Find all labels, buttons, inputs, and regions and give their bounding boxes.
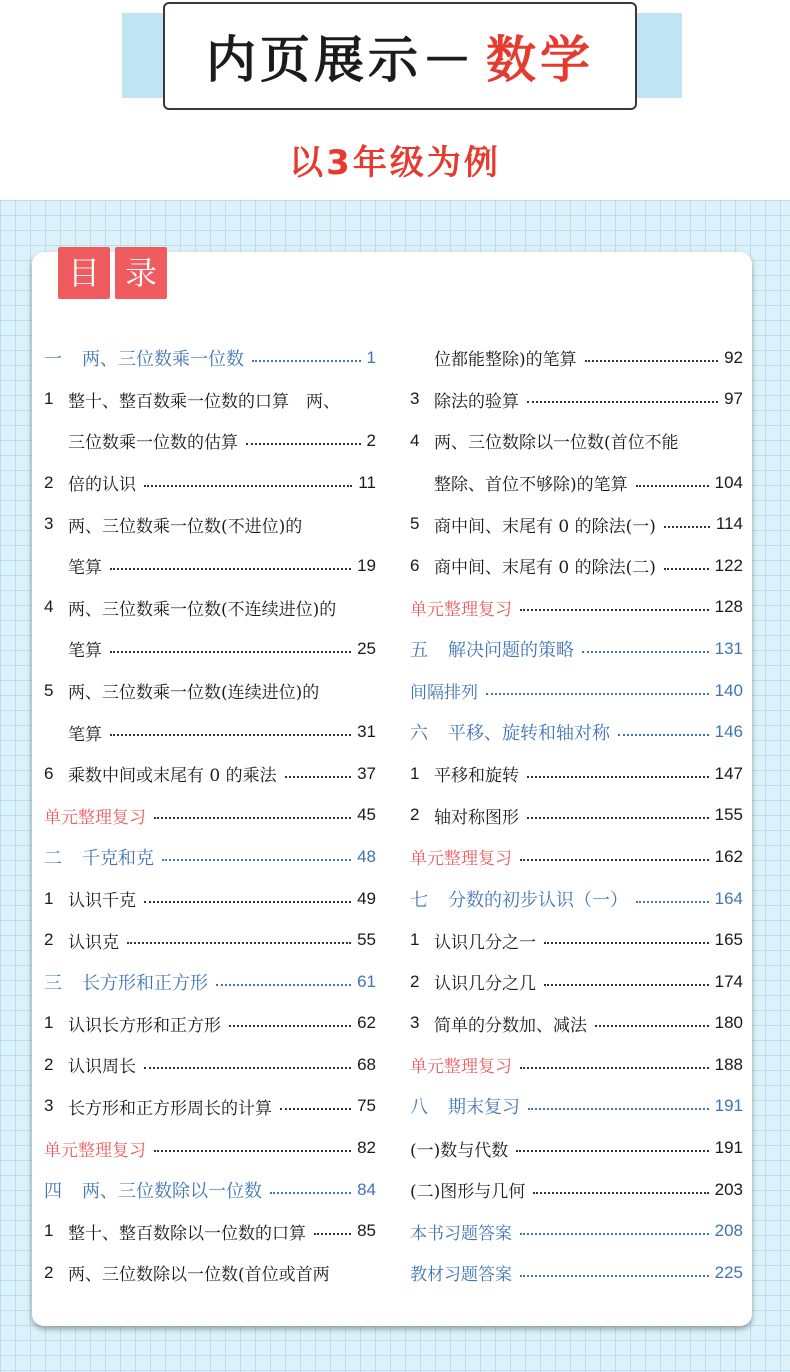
toc-entry-page: 49 — [357, 888, 376, 908]
toc-entry-title: 本书习题答案 — [410, 1223, 512, 1243]
toc-entry-title: 解决问题的策略 — [448, 639, 574, 660]
toc-entry — [44, 337, 376, 379]
toc-entry-leader — [520, 859, 709, 861]
banner-title-subject: 数学 — [486, 31, 594, 89]
toc-entry — [44, 420, 376, 462]
toc-entry-number: 2 — [410, 805, 420, 825]
toc-entry-title: 千克和克 — [82, 847, 154, 868]
toc-entry — [410, 670, 743, 712]
toc-right-column — [410, 337, 743, 1294]
toc-entry-number: 1 — [410, 763, 420, 783]
toc-entry-title: 认识克 — [68, 932, 119, 953]
toc-entry — [410, 545, 743, 587]
toc-entry-number: 4 — [44, 597, 54, 617]
toc-entry-leader — [582, 651, 709, 653]
toc-entry-page: 180 — [714, 1013, 743, 1033]
toc-entry-leader — [516, 1150, 708, 1152]
toc-entry-title: 除法的验算 — [434, 391, 519, 412]
toc-entry-page: 48 — [357, 846, 376, 866]
toc-entry-title: 长方形和正方形周长的计算 — [68, 1098, 272, 1119]
toc-entry-number: 3 — [410, 389, 420, 409]
toc-entry-title: 单元整理复习 — [410, 849, 512, 869]
toc-entry-number: 七 — [410, 889, 428, 910]
toc-entry-number: 4 — [410, 430, 420, 450]
toc-entry-title: 认识周长 — [68, 1057, 136, 1078]
toc-entry — [44, 919, 376, 961]
toc-entry-number: 2 — [44, 930, 54, 950]
toc-entry-page: 165 — [714, 930, 743, 950]
toc-entry-page: 131 — [714, 638, 743, 658]
toc-entry-page: 147 — [714, 763, 743, 783]
toc-entry-page: 146 — [714, 722, 743, 742]
toc-entry-leader — [280, 1108, 351, 1110]
toc-entry-leader — [528, 1108, 709, 1110]
toc-entry-title: 商中间、末尾有 0 的除法(二) — [434, 558, 656, 579]
toc-entry — [410, 1169, 743, 1211]
toc-entry-page: 128 — [714, 597, 743, 617]
toc-entry — [410, 711, 743, 753]
toc-entry-page: 11 — [358, 472, 376, 492]
toc-entry-leader — [144, 1067, 351, 1069]
toc-entry-leader — [636, 485, 709, 487]
toc-entry-leader — [520, 1067, 709, 1069]
toc-entry-page: 37 — [357, 763, 376, 783]
toc-entry — [44, 753, 376, 795]
toc-entry-page: 174 — [714, 971, 743, 991]
toc-entry — [410, 878, 743, 920]
toc-entry-title: 两、三位数除以一位数(首位不能 — [434, 433, 679, 454]
toc-entry-page: 140 — [714, 680, 743, 700]
toc-entry-title: 笔算 — [68, 558, 102, 579]
toc-entry — [44, 545, 376, 587]
toc-heading-char: 目 — [58, 247, 110, 299]
toc-entry-title: 整十、整百数乘一位数的口算 两、 — [68, 391, 340, 412]
toc-entry-title: 乘数中间或末尾有 0 的乘法 — [68, 766, 277, 787]
toc-entry-leader — [533, 1192, 708, 1194]
banner-title — [163, 2, 637, 110]
toc-entry-leader — [314, 1233, 351, 1235]
toc-entry-page: 84 — [357, 1179, 376, 1199]
toc-entry-title: (一)数与代数 — [410, 1140, 509, 1161]
toc-entry-leader — [270, 1192, 351, 1194]
toc-entry-page: 55 — [357, 930, 376, 950]
toc-entry-leader — [110, 651, 351, 653]
toc-entry-leader — [252, 360, 361, 362]
toc-entry-leader — [229, 1025, 351, 1027]
toc-entry-number: 八 — [410, 1097, 428, 1118]
toc-heading — [58, 247, 167, 299]
toc-entry-page: 114 — [715, 514, 743, 534]
toc-entry-leader — [486, 693, 709, 695]
toc-entry-title: 两、三位数乘一位数(连续进位)的 — [68, 683, 320, 704]
toc-entry-leader — [527, 817, 709, 819]
toc-entry-page: 25 — [357, 638, 376, 658]
toc-entry-title: 笔算 — [68, 641, 102, 662]
toc-entry-title: 间隔排列 — [410, 683, 478, 703]
toc-entry-page: 31 — [357, 722, 376, 742]
toc-entry-page: 61 — [357, 971, 376, 991]
toc-entry-page: 122 — [714, 555, 743, 575]
toc-entry — [44, 795, 376, 837]
toc-entry — [44, 1127, 376, 1169]
toc-entry — [44, 711, 376, 753]
toc-entry-leader — [585, 360, 718, 362]
toc-entry-title: 平移和旋转 — [434, 766, 519, 787]
toc-entry-title: 分数的初步认识（一） — [448, 889, 628, 910]
toc-entry — [44, 961, 376, 1003]
toc-entry-number: 5 — [44, 680, 54, 700]
toc-entry-number: 5 — [410, 514, 420, 534]
toc-entry-title: 三位数乘一位数的估算 — [68, 433, 238, 454]
toc-entry — [44, 1044, 376, 1086]
toc-entry-leader — [544, 984, 709, 986]
toc-entry-title: 教材习题答案 — [410, 1265, 512, 1285]
toc-entry-title: 整十、整百数除以一位数的口算 — [68, 1223, 306, 1244]
toc-entry — [410, 961, 743, 1003]
toc-entry-page: 104 — [714, 472, 743, 492]
toc-entry-title: 倍的认识 — [68, 475, 136, 496]
toc-entry-leader — [154, 817, 351, 819]
toc-entry-title: 两、三位数除以一位数(首位或首两 — [68, 1265, 330, 1286]
toc-entry-number: 3 — [44, 1096, 54, 1116]
toc-entry-page: 188 — [714, 1054, 743, 1074]
toc-entry-title: 笔算 — [68, 724, 102, 745]
toc-entry-page: 45 — [357, 805, 376, 825]
toc-entry-number: 1 — [410, 930, 420, 950]
toc-entry-leader — [618, 734, 709, 736]
toc-entry-leader — [154, 1150, 351, 1152]
toc-entry — [410, 462, 743, 504]
toc-entry-leader — [110, 734, 351, 736]
toc-entry-title: 单元整理复习 — [410, 1057, 512, 1077]
toc-entry-title: 平移、旋转和轴对称 — [448, 723, 610, 744]
toc-entry-page: 2 — [366, 430, 376, 450]
toc-left-column — [44, 337, 376, 1294]
toc-entry-number: 3 — [410, 1013, 420, 1033]
toc-entry — [410, 337, 743, 379]
toc-entry — [410, 1003, 743, 1045]
toc-entry — [44, 1252, 376, 1294]
toc-entry-leader — [144, 485, 352, 487]
toc-entry — [44, 379, 376, 421]
toc-entry — [44, 878, 376, 920]
toc-entry-title: 两、三位数乘一位数 — [82, 348, 244, 369]
toc-entry-page: 208 — [714, 1221, 743, 1241]
toc-entry-page: 97 — [724, 389, 743, 409]
toc-entry-title: 两、三位数除以一位数 — [82, 1180, 262, 1201]
toc-entry-title: 整除、首位不够除)的笔算 — [434, 475, 628, 496]
toc-entry-leader — [246, 443, 361, 445]
toc-entry-leader — [216, 984, 351, 986]
toc-entry-title: (二)图形与几何 — [410, 1182, 526, 1203]
toc-entry-leader — [520, 609, 709, 611]
toc-entry — [410, 1252, 743, 1294]
toc-entry-number: 2 — [44, 1262, 54, 1282]
toc-entry — [410, 503, 743, 545]
toc-entry — [44, 1169, 376, 1211]
toc-entry-number: 1 — [44, 1221, 54, 1241]
toc-entry-page: 191 — [714, 1138, 743, 1158]
toc-entry — [410, 795, 743, 837]
banner-title-main: 内页展示－ — [206, 31, 476, 89]
toc-entry-page: 75 — [357, 1096, 376, 1116]
toc-entry — [44, 1210, 376, 1252]
toc-entry — [44, 1086, 376, 1128]
toc-entry-page: 225 — [714, 1262, 743, 1282]
toc-entry-title: 单元整理复习 — [44, 807, 146, 827]
toc-entry-title: 单元整理复习 — [44, 1140, 146, 1160]
toc-entry-title: 简单的分数加、减法 — [434, 1015, 587, 1036]
toc-entry-page: 19 — [357, 555, 376, 575]
toc-entry-number: 1 — [44, 389, 54, 409]
toc-entry-page: 68 — [357, 1054, 376, 1074]
toc-entry-number: 2 — [44, 1054, 54, 1074]
toc-entry — [44, 587, 376, 629]
toc-entry — [44, 670, 376, 712]
toc-entry-page: 62 — [357, 1013, 376, 1033]
toc-entry-number: 3 — [44, 514, 54, 534]
toc-entry-page: 155 — [714, 805, 743, 825]
toc-entry — [44, 503, 376, 545]
toc-entry — [410, 1086, 743, 1128]
toc-entry-leader — [595, 1025, 709, 1027]
toc-entry-leader — [664, 568, 709, 570]
toc-entry-page: 1 — [366, 347, 376, 367]
toc-entry-page: 203 — [714, 1179, 743, 1199]
toc-entry — [410, 420, 743, 462]
toc-entry-number: 6 — [44, 763, 54, 783]
toc-entry-title: 认识千克 — [68, 891, 136, 912]
toc-entry-title: 两、三位数乘一位数(不连续进位)的 — [68, 599, 337, 620]
toc-entry — [410, 628, 743, 670]
toc-entry-title: 长方形和正方形 — [82, 972, 208, 993]
toc-entry-number: 四 — [44, 1180, 62, 1201]
toc-entry — [44, 836, 376, 878]
toc-entry — [410, 836, 743, 878]
toc-entry-leader — [520, 1233, 709, 1235]
toc-entry-leader — [110, 568, 351, 570]
toc-entry — [410, 1127, 743, 1169]
toc-entry-number: 二 — [44, 847, 62, 868]
toc-entry-leader — [544, 942, 709, 944]
toc-entry — [44, 628, 376, 670]
toc-entry-title: 认识长方形和正方形 — [68, 1015, 221, 1036]
toc-entry-title: 单元整理复习 — [410, 599, 512, 619]
toc-entry-leader — [127, 942, 351, 944]
toc-entry-page: 92 — [724, 347, 743, 367]
toc-entry — [44, 462, 376, 504]
toc-entry-title: 位都能整除)的笔算 — [434, 350, 577, 371]
toc-entry-page: 191 — [714, 1096, 743, 1116]
toc-entry-number: 六 — [410, 723, 428, 744]
toc-entry-page: 85 — [357, 1221, 376, 1241]
toc-entry — [410, 1210, 743, 1252]
toc-entry-title: 轴对称图形 — [434, 807, 519, 828]
toc-entry-number: 五 — [410, 639, 428, 660]
toc-entry-title: 认识几分之一 — [434, 932, 536, 953]
toc-entry-leader — [285, 776, 351, 778]
toc-entry — [410, 379, 743, 421]
toc-entry-number: 2 — [410, 971, 420, 991]
toc-entry-number: 三 — [44, 972, 62, 993]
toc-entry — [44, 1003, 376, 1045]
subtitle: 以3年级为例 — [289, 143, 501, 183]
toc-entry-title: 期末复习 — [448, 1097, 520, 1118]
toc-entry-title: 商中间、末尾有 0 的除法(一) — [434, 516, 656, 537]
toc-entry-number: 1 — [44, 888, 54, 908]
toc-entry-page: 162 — [714, 846, 743, 866]
toc-entry-number: 6 — [410, 555, 420, 575]
toc-entry-page: 164 — [714, 888, 743, 908]
toc-entry-leader — [527, 776, 709, 778]
toc-entry-number: 一 — [44, 348, 62, 369]
toc-entry-leader — [636, 901, 709, 903]
toc-entry-number: 2 — [44, 472, 54, 492]
toc-entry-leader — [162, 859, 351, 861]
toc-entry-number: 1 — [44, 1013, 54, 1033]
toc-entry-leader — [520, 1275, 709, 1277]
toc-heading-char: 录 — [115, 247, 167, 299]
toc-entry — [410, 587, 743, 629]
toc-entry-title: 认识几分之几 — [434, 974, 536, 995]
toc-entry-leader — [664, 526, 710, 528]
toc-entry — [410, 919, 743, 961]
toc-entry-leader — [527, 401, 718, 403]
toc-entry-title: 两、三位数乘一位数(不进位)的 — [68, 516, 303, 537]
toc-entry-page: 82 — [357, 1138, 376, 1158]
toc-entry — [410, 1044, 743, 1086]
toc-entry-leader — [144, 901, 351, 903]
toc-entry — [410, 753, 743, 795]
